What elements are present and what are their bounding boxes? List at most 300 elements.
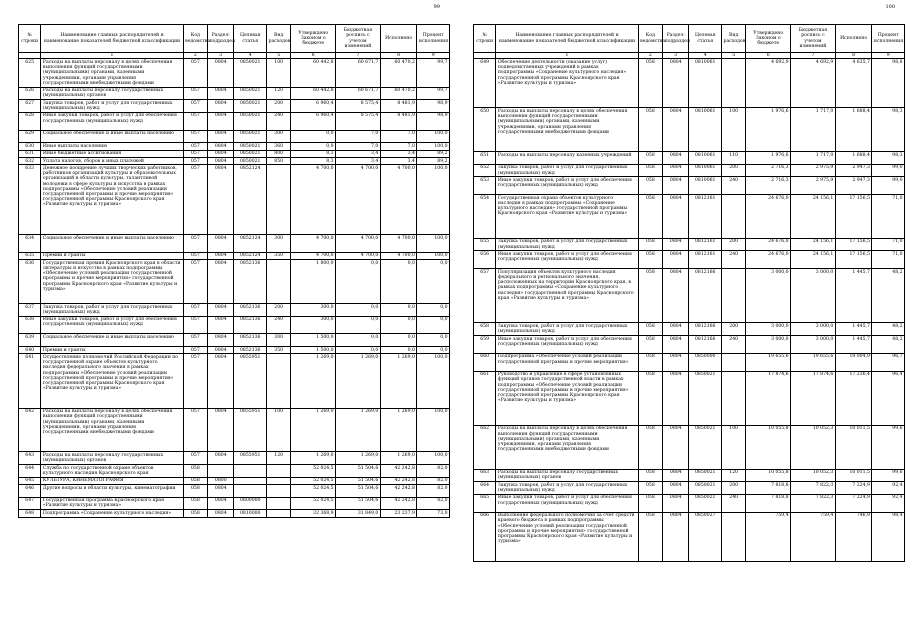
row-number: 664	[474, 482, 496, 495]
target-code: 0850021	[234, 150, 267, 157]
executed-amount: 1 688,4	[835, 108, 872, 152]
row-number: 663	[474, 469, 496, 482]
budget-amount: 3 000,0	[791, 269, 836, 323]
dept-code: 058	[183, 497, 207, 510]
header-cell: Вид расходов	[722, 25, 746, 53]
table-row	[19, 112, 450, 130]
item-name: КУЛЬТУРА, КИНЕМАТОГРАФИЯ	[41, 477, 183, 484]
table-row	[19, 484, 450, 497]
dept-code: 057	[183, 100, 207, 113]
dept-code: 058	[638, 336, 662, 354]
budget-amount: 7 822,3	[791, 482, 836, 495]
execution-percent: 89,2	[417, 157, 450, 164]
executed-amount: 4 700,0	[380, 252, 417, 259]
budget-amount: 51 504,6	[336, 464, 381, 477]
table-row	[19, 100, 450, 113]
item-name: Закупка товаров, работ и услуг для государственных (муниципальных) нужд	[41, 304, 183, 317]
table-row	[474, 512, 905, 561]
table-row	[19, 260, 450, 304]
section-code: 0804	[208, 112, 234, 130]
row-number: 650	[474, 108, 496, 152]
approved-amount: 1 269,0	[291, 354, 336, 408]
target-code: 0852136	[234, 334, 267, 347]
budget-amount: 2 975,9	[791, 177, 836, 195]
execution-percent: 82,0	[417, 464, 450, 477]
row-number: 653	[474, 177, 496, 195]
target-code: 0810061	[689, 152, 722, 165]
execution-percent: 0,0	[417, 347, 450, 354]
target-code: 0850000	[689, 353, 722, 371]
approved-amount: 24 676,0	[746, 238, 791, 251]
approved-amount: 1 976,6	[746, 152, 791, 165]
table-row	[474, 425, 905, 469]
section-code: 0804	[663, 238, 689, 251]
table-row	[474, 59, 905, 108]
target-code: 0855951	[234, 408, 267, 452]
table-body	[19, 59, 450, 517]
execution-percent: 92,4	[872, 482, 905, 495]
row-number: 627	[19, 100, 41, 113]
approved-amount: 52 024,5	[291, 477, 336, 484]
table-row	[474, 482, 905, 495]
budget-amount: 0,0	[336, 304, 381, 317]
target-code: 0812161	[689, 238, 722, 251]
row-number: 632	[19, 157, 41, 164]
table-row	[19, 334, 450, 347]
index-cell: 7	[791, 53, 836, 59]
approved-amount: 4 700,0	[291, 165, 336, 235]
target-code: 0812161	[689, 195, 722, 239]
row-number: 654	[474, 195, 496, 239]
section-code: 0804	[208, 304, 234, 317]
row-number: 666	[474, 512, 496, 561]
budget-amount: 4 700,0	[336, 252, 381, 259]
approved-amount: 7 818,8	[746, 482, 791, 495]
budget-amount: 1 717,0	[791, 108, 836, 152]
section-code: 0804	[208, 452, 234, 465]
table-row	[474, 177, 905, 195]
header-cell: Код ведомства	[183, 25, 207, 53]
executed-amount: 42 242,8	[380, 484, 417, 497]
item-name: Руководство и управление в сфере установленных функций органов государственной власти в рамках подпрограммы «Обеспечение условий реализации государственной программы и прочие мероприятия» государственной программы Красноярского края «Развитие культуры и туризма»	[496, 371, 638, 425]
table-row	[19, 510, 450, 517]
dept-code: 057	[183, 304, 207, 317]
expense-type	[267, 497, 291, 510]
dept-code: 057	[183, 408, 207, 452]
item-name: Закупка товаров, работ и услуг для государственных (муниципальных) нужд	[41, 100, 183, 113]
executed-amount: 23 237,9	[380, 510, 417, 517]
dept-code: 058	[638, 482, 662, 495]
approved-amount: 1 500,0	[291, 347, 336, 354]
header-cell: Раздел-подраздел	[208, 25, 234, 53]
approved-amount: 24 676,0	[746, 195, 791, 239]
budget-amount: 3,4	[336, 150, 381, 157]
approved-amount: 8,3	[291, 150, 336, 157]
target-code: 0810061	[689, 164, 722, 177]
header-cell: Процент исполнения	[417, 25, 450, 53]
table-row	[474, 164, 905, 177]
table-row	[19, 150, 450, 157]
budget-amount: 17 874,6	[791, 371, 836, 425]
target-code: 0812166	[689, 269, 722, 323]
header-cell: Бюджетная роспись с учетом изменений	[791, 25, 836, 53]
execution-percent: 98,9	[417, 100, 450, 113]
approved-amount: 300,0	[291, 304, 336, 317]
budget-amount: 1 269,0	[336, 408, 381, 452]
section-code: 0804	[663, 371, 689, 425]
target-code: 0810000	[234, 510, 267, 517]
section-code: 0804	[663, 512, 689, 561]
budget-amount: 60 671,7	[336, 87, 381, 100]
expense-type: 300	[267, 235, 291, 253]
item-name: Уплата налогов, сборов и иных платежей	[41, 157, 183, 164]
dept-code: 058	[183, 510, 207, 517]
executed-amount: 1 269,0	[380, 408, 417, 452]
execution-percent: 100,0	[417, 130, 450, 143]
dept-code: 058	[183, 464, 207, 477]
target-code: 0852136	[234, 316, 267, 334]
row-number: 633	[19, 165, 41, 235]
target-code: 0850021	[234, 157, 267, 164]
row-number: 649	[474, 59, 496, 108]
approved-amount: 7 818,8	[746, 494, 791, 512]
section-code: 0804	[663, 482, 689, 495]
header-cell: Исполнено	[380, 25, 417, 53]
row-number: 644	[19, 464, 41, 477]
execution-percent: 99,7	[417, 59, 450, 87]
index-cell: 3	[663, 53, 689, 59]
dept-code: 057	[183, 334, 207, 347]
execution-percent: 100,0	[417, 165, 450, 235]
row-number: 631	[19, 150, 41, 157]
budget-amount: 24 156,1	[791, 238, 836, 251]
budget-table	[473, 24, 905, 562]
table-row	[19, 408, 450, 452]
table-row	[474, 494, 905, 512]
table-row	[19, 87, 450, 100]
execution-percent: 100,0	[417, 354, 450, 408]
expense-type: 240	[722, 494, 746, 512]
row-number: 651	[474, 152, 496, 165]
execution-percent: 73,0	[417, 510, 450, 517]
index-cell: 5	[722, 53, 746, 59]
section-code: 0804	[663, 195, 689, 239]
executed-amount: 1 445,7	[835, 323, 872, 336]
dept-code: 057	[183, 87, 207, 100]
target-code: 0810061	[689, 108, 722, 152]
section-code: 0804	[208, 347, 234, 354]
item-name: Государственная охрана объектов культурного наследия в рамках подпрограммы «Сохранение культурного наследия» государственной программы Красноярского края «Развитие культуры и туризма»	[496, 195, 638, 239]
dept-code: 057	[183, 165, 207, 235]
item-name: Государственная премия Красноярского края в области литературы и искусства в рамках подпрограммы «Обеспечение условий реализации государственной программы и прочие мероприятия» государственной программы Красноярского края «Развитие культуры и туризма»	[41, 260, 183, 304]
section-code: 0804	[208, 130, 234, 143]
expense-type	[722, 195, 746, 239]
section-code: 0804	[208, 157, 234, 164]
section-code: 0804	[663, 108, 689, 152]
executed-amount: 0,0	[380, 334, 417, 347]
item-name: Расходы на выплаты персоналу государственных (муниципальных) органов	[41, 87, 183, 100]
row-number: 655	[474, 238, 496, 251]
target-code: 0850021	[234, 100, 267, 113]
budget-amount: 10 052,3	[791, 425, 836, 469]
target-code: 0850021	[689, 371, 722, 425]
approved-amount: 52 024,5	[291, 484, 336, 497]
header-cell: Исполнено	[835, 25, 872, 53]
approved-amount: 3 000,0	[746, 269, 791, 323]
execution-percent: 99,7	[417, 87, 450, 100]
dept-code: 057	[183, 235, 207, 253]
table-row	[474, 269, 905, 323]
row-number: 637	[19, 304, 41, 317]
dept-code: 057	[183, 252, 207, 259]
executed-amount: 19 004,9	[835, 353, 872, 371]
expense-type: 300	[267, 334, 291, 347]
budget-amount: 1 269,0	[336, 452, 381, 465]
page-number: 99	[433, 4, 440, 10]
dept-code: 058	[638, 494, 662, 512]
budget-amount: 60 671,7	[336, 59, 381, 87]
approved-amount: 2 716,3	[746, 177, 791, 195]
dept-code: 058	[638, 152, 662, 165]
index-cell: 6	[746, 53, 791, 59]
budget-amount: 8 575,4	[336, 100, 381, 113]
item-name: Расходы на выплаты персоналу казенных учреждений	[496, 152, 638, 165]
approved-amount: 52 024,5	[291, 464, 336, 477]
approved-amount: 8,3	[291, 157, 336, 164]
row-number: 658	[474, 323, 496, 336]
row-number: 662	[474, 425, 496, 469]
table-row	[474, 238, 905, 251]
index-cell: 1	[41, 53, 183, 59]
executed-amount: 7,0	[380, 130, 417, 143]
budget-amount: 8 575,4	[336, 112, 381, 130]
expense-type	[722, 353, 746, 371]
item-name: Расходы на выплаты персоналу в целях обеспечения выполнения функций государственными (муниципальными) органами, казенными учреждениями, органами управления государственными внебюджетными фондами	[496, 108, 638, 152]
expense-type: 100	[722, 425, 746, 469]
dept-code: 058	[638, 177, 662, 195]
expense-type	[722, 269, 746, 323]
dept-code: 057	[183, 112, 207, 130]
expense-type: 200	[267, 100, 291, 113]
expense-type	[267, 464, 291, 477]
section-code: 0804	[208, 260, 234, 304]
item-name: Денежное поощрение лучших творческих работников, работников организаций культуры и образовательных организаций в области культуры, талантливой молодежи в сфере культуры и искусства в рамках подпрограммы «Обеспечение условий реализации государственной программы и прочие мероприятия» государственной программы Красноярского края «Развитие культуры и туризма»	[41, 165, 183, 235]
table-row	[474, 195, 905, 239]
dept-code: 058	[638, 469, 662, 482]
section-code: 0804	[663, 177, 689, 195]
expense-type	[267, 354, 291, 408]
execution-percent: 82,0	[417, 484, 450, 497]
execution-percent: 0,0	[417, 304, 450, 317]
item-name: Другие вопросы в области культуры, кинематографии	[41, 484, 183, 497]
execution-percent: 48,2	[872, 269, 905, 323]
budget-amount: 3 000,0	[791, 323, 836, 336]
section-code: 0804	[208, 59, 234, 87]
dept-code: 058	[638, 251, 662, 269]
header-cell: № строки	[19, 25, 41, 53]
expense-type	[267, 484, 291, 497]
dept-code: 058	[638, 59, 662, 108]
item-name: Служба по государственной охране объектов культурного наследия Красноярского края	[41, 464, 183, 477]
item-name: Социальное обеспечение и иные выплаты населению	[41, 334, 183, 347]
index-cell: 7	[336, 53, 381, 59]
target-code: 0850021	[234, 59, 267, 87]
expense-type	[722, 59, 746, 108]
dept-code: 057	[183, 130, 207, 143]
table-row	[19, 235, 450, 253]
expense-type	[722, 371, 746, 425]
item-name: Иные бюджетные ассигнования	[41, 150, 183, 157]
approved-amount: 4 692,9	[746, 59, 791, 108]
expense-type: 240	[267, 112, 291, 130]
budget-amount: 51 504,6	[336, 477, 381, 484]
executed-amount: 60 470,2	[380, 59, 417, 87]
expense-type	[267, 510, 291, 517]
target-code: 0850021	[689, 482, 722, 495]
section-code: 0804	[663, 152, 689, 165]
row-number: 657	[474, 269, 496, 323]
item-name: Иные закупки товаров, работ и услуг для обеспечения государственных (муниципальных) нужд	[41, 112, 183, 130]
row-number: 640	[19, 347, 41, 354]
target-code: 0850021	[234, 87, 267, 100]
index-cell: 3	[208, 53, 234, 59]
dept-code: 058	[638, 353, 662, 371]
approved-amount: 32 368,9	[291, 510, 336, 517]
executed-amount: 10 011,5	[835, 425, 872, 469]
approved-amount: 10 055,8	[746, 425, 791, 469]
approved-amount: 19 655,6	[746, 353, 791, 371]
expense-type: 100	[267, 59, 291, 87]
expense-type	[722, 512, 746, 561]
executed-amount: 7,0	[380, 143, 417, 150]
approved-amount: 1 269,0	[291, 452, 336, 465]
execution-percent: 92,4	[872, 494, 905, 512]
expense-type	[267, 477, 291, 484]
executed-amount: 4 700,0	[380, 165, 417, 235]
right-page	[473, 4, 905, 624]
executed-amount: 0,0	[380, 260, 417, 304]
dept-code: 057	[183, 354, 207, 408]
expense-type: 850	[267, 157, 291, 164]
header-cell: Наименование главных распорядителей и наименование показателей бюджетной классификации	[496, 25, 638, 53]
table-row	[19, 497, 450, 510]
target-code: 0850021	[234, 130, 267, 143]
execution-percent: 96,7	[872, 353, 905, 371]
table-row	[474, 251, 905, 269]
table-row	[19, 477, 450, 484]
row-number: 635	[19, 252, 41, 259]
dept-code: 057	[183, 59, 207, 87]
expense-type: 200	[722, 238, 746, 251]
execution-percent: 98,4	[872, 512, 905, 561]
dept-code: 057	[183, 347, 207, 354]
expense-type: 100	[722, 108, 746, 152]
execution-percent: 98,3	[872, 152, 905, 165]
target-code: 0850027	[689, 512, 722, 561]
index-cell: 4	[689, 53, 722, 59]
budget-amount: 7 822,3	[791, 494, 836, 512]
dept-code: 058	[638, 512, 662, 561]
section-code: 0804	[208, 408, 234, 452]
row-number: 652	[474, 164, 496, 177]
dept-code: 058	[638, 269, 662, 323]
section-code: 0804	[663, 469, 689, 482]
item-name: Расходы на выплаты персоналу в целях обеспечения выполнения функций государственными (муниципальными) органами, казенными учреждениями, органами управления государственными внебюджетными фондами	[41, 59, 183, 87]
execution-percent: 100,0	[417, 235, 450, 253]
item-name: Закупка товаров, работ и услуг для государственных (муниципальных) нужд	[496, 238, 638, 251]
executed-amount: 0,0	[380, 304, 417, 317]
dept-code: 058	[638, 164, 662, 177]
item-name: Иные закупки товаров, работ и услуг для обеспечения государственных (муниципальных) нужд	[496, 251, 638, 269]
index-cell: 2	[183, 53, 207, 59]
expense-type	[267, 260, 291, 304]
dept-code: 058	[183, 477, 207, 484]
target-code: 0812161	[689, 251, 722, 269]
approved-amount: 60 442,8	[291, 87, 336, 100]
executed-amount: 4 700,0	[380, 235, 417, 253]
section-code: 0804	[663, 59, 689, 108]
item-name: Расходы на выплаты персоналу государственных (муниципальных) органов	[41, 452, 183, 465]
execution-percent: 98,9	[417, 112, 450, 130]
budget-amount: 7,0	[336, 143, 381, 150]
dept-code: 058	[638, 371, 662, 425]
item-name: Обеспечение деятельности (оказание услуг) подведомственных учреждений в рамках подпрограммы «Сохранение культурного наследия» государственной программы Красноярского края «Развитие культуры и туризма»	[496, 59, 638, 108]
target-code	[234, 477, 267, 484]
table-row	[474, 152, 905, 165]
table-row	[474, 323, 905, 336]
table-row	[19, 304, 450, 317]
budget-amount: 24 156,1	[791, 195, 836, 239]
item-name: Иные закупки товаров, работ и услуг для обеспечения государственных (муниципальных) нужд	[496, 177, 638, 195]
row-number: 665	[474, 494, 496, 512]
executed-amount: 42 242,8	[380, 477, 417, 484]
section-code: 0804	[663, 494, 689, 512]
executed-amount: 3,4	[380, 150, 417, 157]
approved-amount: 6 960,4	[291, 100, 336, 113]
expense-type: 200	[722, 164, 746, 177]
expense-type: 350	[267, 347, 291, 354]
budget-amount: 19 655,6	[791, 353, 836, 371]
approved-amount: 300,0	[291, 316, 336, 334]
section-code: 0804	[208, 150, 234, 157]
section-code: 0804	[208, 334, 234, 347]
dept-code: 058	[183, 484, 207, 497]
header-cell: Целевая статья	[234, 25, 267, 53]
item-name: Иные выплаты населению	[41, 143, 183, 150]
expense-type: 120	[267, 87, 291, 100]
executed-amount: 7 224,9	[835, 482, 872, 495]
target-code: 0850021	[689, 469, 722, 482]
execution-percent: 99,6	[872, 469, 905, 482]
table-row	[474, 371, 905, 425]
item-name: Иные закупки товаров, работ и услуг для обеспечения государственных (муниципальных) нужд	[41, 316, 183, 334]
budget-amount: 0,0	[336, 334, 381, 347]
expense-type: 100	[267, 408, 291, 452]
expense-type: 240	[722, 336, 746, 354]
dept-code: 058	[638, 195, 662, 239]
item-name: Расходы на выплаты персоналу в целях обеспечения выполнения функций государственными (муниципальными) органами, казенными учреждениями, органами управления государственными внебюджетными фондами	[496, 425, 638, 469]
approved-amount: 3 000,0	[746, 323, 791, 336]
budget-amount: 4 692,9	[791, 59, 836, 108]
executed-amount: 1 445,7	[835, 336, 872, 354]
budget-amount: 31 849,0	[336, 510, 381, 517]
expense-type: 240	[722, 177, 746, 195]
item-name: Подпрограмма «Обеспечение условий реализации государственной программы и прочие мероприятия»	[496, 353, 638, 371]
target-code: 0850021	[234, 143, 267, 150]
table-row	[19, 347, 450, 354]
section-code: 0804	[663, 353, 689, 371]
dept-code: 058	[638, 238, 662, 251]
